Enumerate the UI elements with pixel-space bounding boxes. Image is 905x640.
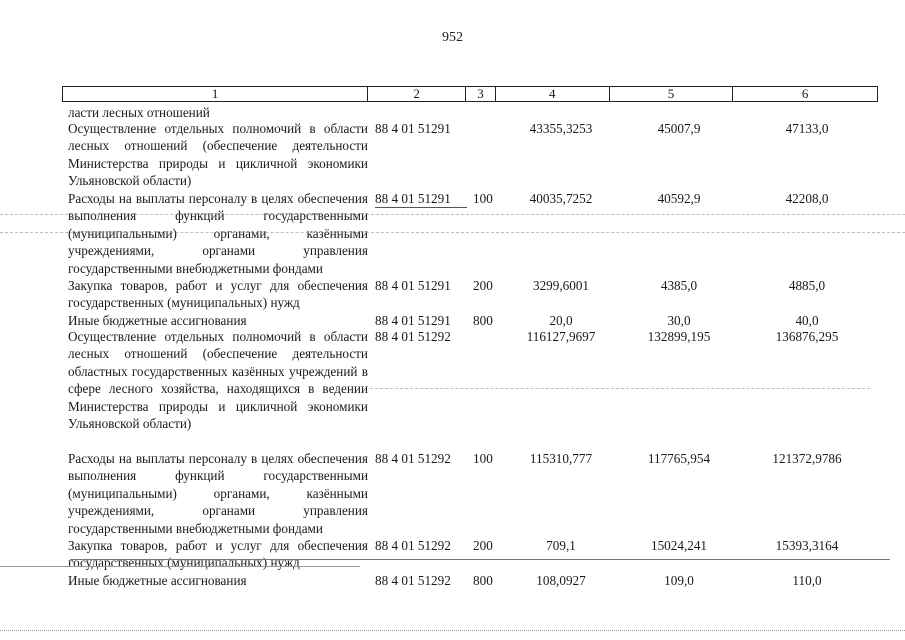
row-value-col4: 43355,3253 [529, 121, 593, 136]
row-expense-type: 200 [473, 278, 493, 293]
scan-underline [375, 207, 467, 208]
row-value-col6: 121372,9786 [772, 451, 842, 466]
header-col-5: 5 [610, 87, 734, 101]
row-value-col6: 42208,0 [785, 191, 829, 206]
row-value-col6: 4885,0 [788, 278, 826, 293]
row-code: 88 4 01 51292 [375, 573, 451, 588]
row-value-col5: 30,0 [667, 313, 691, 328]
row-name: Закупка товаров, работ и услуг для обеспечения государственных (муниципальных) нужд [68, 538, 368, 571]
row-code: 88 4 01 51291 [375, 278, 451, 293]
row-expense-type: 800 [473, 313, 493, 328]
row-name: Иные бюджетные ассигнования [68, 313, 247, 328]
row-name: Осуществление отдельных полномочий в области лесных отношений (обеспечение деятельности Министерства природы и цикличной экономики Ульяновской области) [68, 121, 368, 189]
row-value-col4: 108,0927 [536, 573, 586, 588]
scan-noise-line [370, 388, 870, 389]
row-expense-type: 200 [473, 538, 493, 553]
scan-noise-line [70, 559, 890, 560]
row-value-col6: 40,0 [795, 313, 819, 328]
row-code: 88 4 01 51291 [375, 313, 451, 328]
scan-noise-line [0, 232, 905, 233]
row-value-col5: 15024,241 [650, 538, 708, 553]
header-col-6: 6 [801, 86, 809, 101]
scan-noise-line [0, 566, 360, 567]
row-value-col5: 40592,9 [657, 191, 701, 206]
header-col-3: 3 [466, 87, 496, 101]
row-value-col6: 136876,295 [775, 329, 839, 344]
row-value-col5: 132899,195 [647, 329, 711, 344]
row-name: Закупка товаров, работ и услуг для обеспечения государственных (муниципальных) нужд [68, 278, 368, 311]
row-code: 88 4 01 51291 [375, 121, 451, 136]
row-value-col5: 45007,9 [657, 121, 701, 136]
row-code: 88 4 01 51292 [375, 538, 451, 553]
row-value-col6: 110,0 [792, 573, 822, 588]
row-value-col4: 115310,777 [529, 451, 593, 466]
row-expense-type: 100 [473, 191, 493, 206]
row-name: Осуществление отдельных полномочий в области лесных отношений (обеспечение деятельности областных государственных казённых учреждений в сфере лесного хозяйства, находящихся в ведении Министерства природы и цикличной экономики Ульяновской области) [68, 329, 368, 432]
row-name: Расходы на выплаты персоналу в целях обеспечения выполнения функций государственными (муниципальными) органами, казёнными учреждениями, органами управления государственными внебюджетными фондами [68, 451, 368, 536]
row-value-col4: 709,1 [546, 538, 576, 553]
row-value-col4: 20,0 [549, 313, 573, 328]
page-number: 952 [442, 30, 463, 45]
scan-noise-line [0, 214, 905, 215]
row-value-col6: 15393,3164 [775, 538, 839, 553]
row-name: Расходы на выплаты персоналу в целях обеспечения выполнения функций государственными (муниципальными) органами, казёнными учреждениями, органами управления государственными внебюджетными фондами [68, 191, 368, 276]
row-code: 88 4 01 51292 [375, 329, 451, 344]
header-col-2: 2 [368, 87, 466, 101]
row-expense-type: 100 [473, 451, 493, 466]
header-col-1: 1 [63, 87, 368, 101]
row-name: Иные бюджетные ассигнования [68, 573, 247, 588]
row-value-col4: 3299,6001 [532, 278, 590, 293]
row-code: 88 4 01 51291 [375, 191, 451, 206]
row-code: 88 4 01 51292 [375, 451, 451, 466]
row-value-col4: 40035,7252 [529, 191, 593, 206]
row-value-col5: 109,0 [664, 573, 694, 588]
row-value-col5: 4385,0 [660, 278, 698, 293]
table-header-row [62, 86, 878, 102]
row-value-col6: 47133,0 [785, 121, 829, 136]
row-value-col4: 116127,9697 [526, 329, 596, 344]
row-value-col5: 117765,954 [647, 451, 711, 466]
row-expense-type: 800 [473, 573, 493, 588]
header-col-4: 4 [496, 87, 610, 101]
row-name: ласти лесных отношений [68, 105, 210, 120]
page-bottom-edge [0, 630, 905, 631]
